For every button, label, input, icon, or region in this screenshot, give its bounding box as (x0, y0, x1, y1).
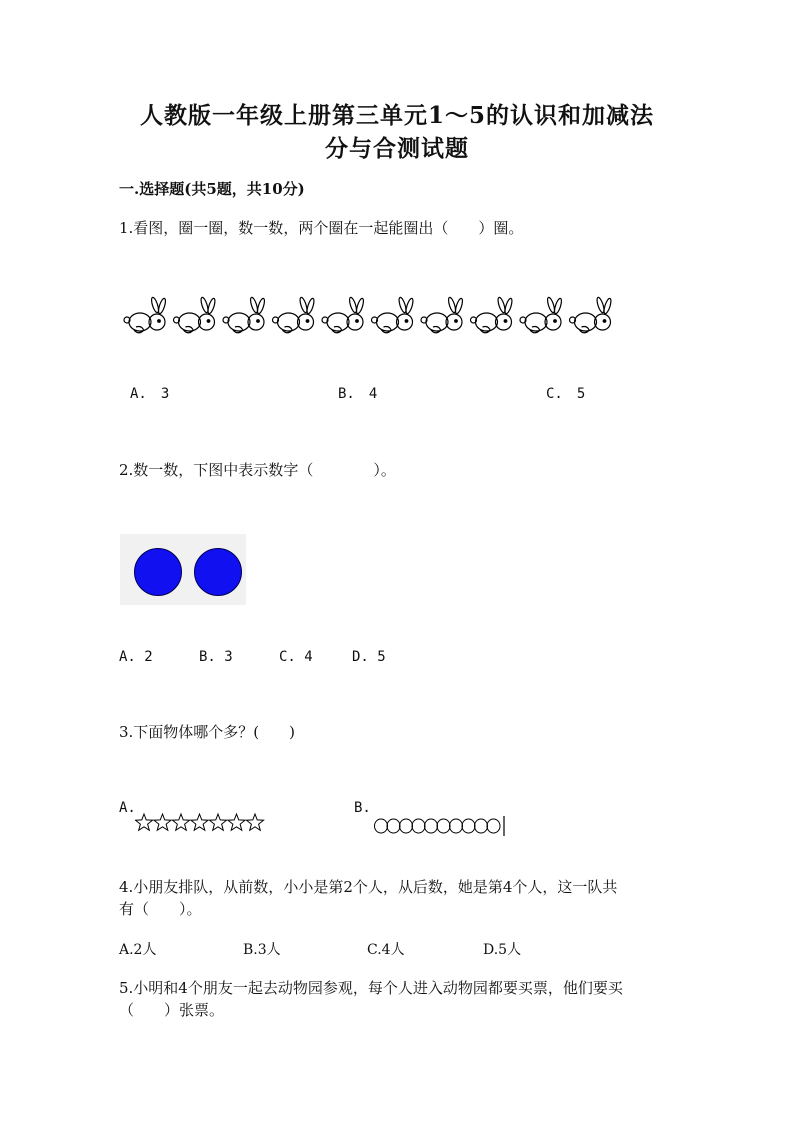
rabbit-icon (174, 297, 217, 333)
rabbit-icon (322, 297, 365, 333)
q3-option-b: B. (354, 800, 371, 816)
rabbit-icon (421, 297, 464, 333)
star-icon (209, 814, 226, 830)
circle-icon (475, 819, 488, 833)
circle-icon (400, 819, 413, 833)
rabbit-icon (520, 297, 563, 333)
question-5-line1: 5.小明和4个朋友一起去动物园参观，每个人进入动物园都要买票，他们要买 (119, 979, 623, 997)
q1-option-a: A. 3 (130, 386, 170, 402)
question-5-line2: （ ）张票。 (119, 1001, 225, 1019)
q2-option-b: B. 3 (199, 649, 233, 665)
question-4-line1: 4.小朋友排队，从前数，小小是第2个人，从后数，她是第4个人，这一队共 (119, 878, 618, 896)
q4-option-d: D.5人 (483, 942, 522, 958)
circle-icon (437, 819, 450, 833)
rabbit-row (122, 292, 622, 340)
circle-icon (375, 819, 388, 833)
circle-icon (487, 819, 500, 833)
q1-option-c: C. 5 (546, 386, 586, 402)
question-2-text: 2.数一数，下图中表示数字（ ）。 (119, 461, 396, 479)
dots-figure (120, 534, 246, 605)
page-subtitle: 分与合测试题 (325, 135, 469, 162)
q2-option-d: D. 5 (352, 649, 386, 665)
blue-circle-icon (134, 548, 182, 596)
q2-option-c: C. 4 (279, 649, 313, 665)
stars-figure (135, 812, 267, 838)
rabbit-icon (273, 297, 316, 333)
blue-circle-icon (194, 548, 242, 596)
q3-option-a: A. (119, 800, 136, 816)
star-icon (154, 814, 171, 830)
star-icon (191, 814, 208, 830)
circle-icon (387, 819, 400, 833)
circle-icon (462, 819, 475, 833)
star-icon (246, 814, 263, 830)
star-icon (228, 814, 245, 830)
circle-icon (425, 819, 438, 833)
star-icon (135, 814, 152, 830)
section-heading: 一.选择题(共5题，共10分) (119, 180, 305, 198)
rabbit-icon (570, 297, 613, 333)
circle-icon (412, 819, 425, 833)
q4-option-a: A.2人 (119, 942, 157, 958)
circle-row (374, 815, 510, 837)
q2-option-a: A. 2 (119, 649, 153, 665)
rabbit-icon (372, 297, 415, 333)
star-row (135, 812, 267, 834)
circles-figure (374, 815, 510, 841)
rabbit-icon (223, 297, 266, 333)
question-4-line2: 有（ ）。 (119, 900, 202, 918)
rabbit-icon (124, 297, 167, 333)
question-1-text: 1.看图，圈一圈，数一数，两个圈在一起能圈出（ ）圈。 (119, 219, 524, 237)
q4-option-b: B.3人 (243, 942, 281, 958)
star-icon (172, 814, 189, 830)
circle-icon (450, 819, 463, 833)
page-title: 人教版一年级上册第三单元1～5的认识和加减法 (139, 102, 654, 129)
q1-option-b: B. 4 (338, 386, 378, 402)
rabbit-figure (122, 292, 622, 344)
question-3-text: 3.下面物体哪个多？( ) (119, 723, 296, 741)
rabbit-icon (471, 297, 514, 333)
q4-option-c: C.4人 (367, 942, 405, 958)
